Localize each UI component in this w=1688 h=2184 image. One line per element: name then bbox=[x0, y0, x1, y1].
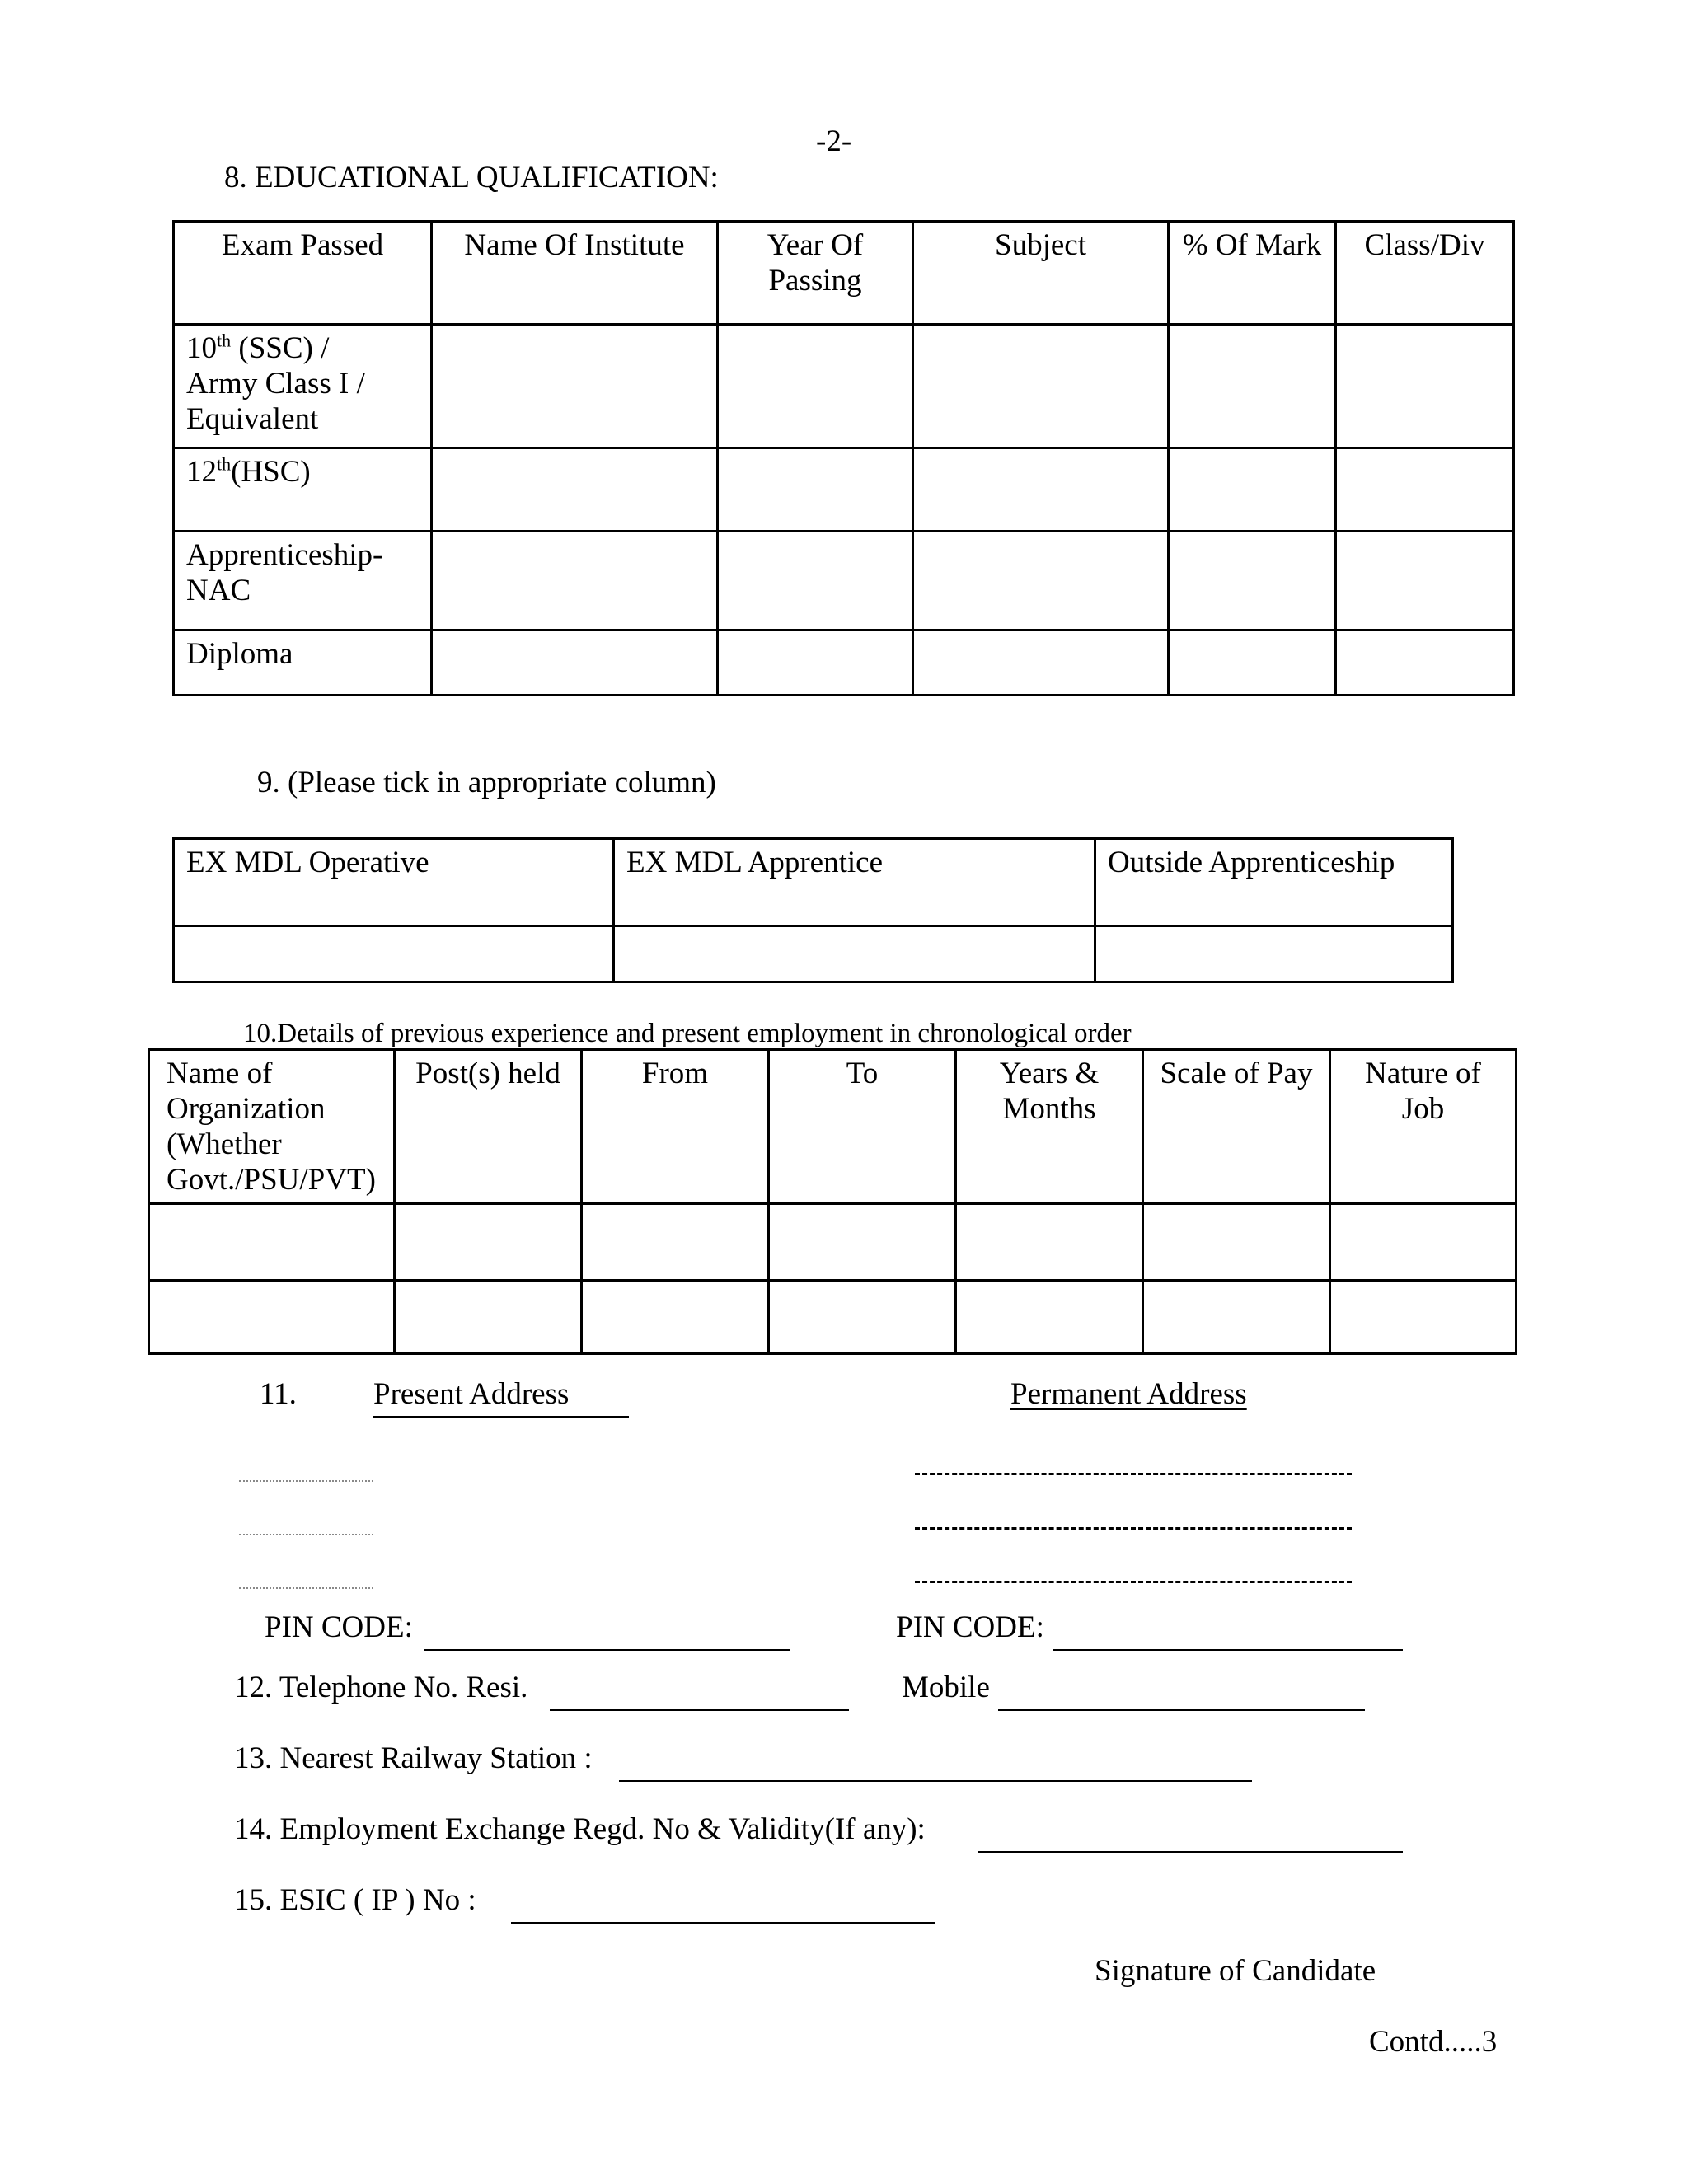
header-exam-passed: Exam Passed bbox=[174, 222, 432, 325]
row-label-apprenticeship: Apprenticeship- NAC bbox=[174, 532, 432, 630]
present-address-line-1[interactable] bbox=[239, 1480, 373, 1482]
header-ex-mdl-apprentice: EX MDL Apprentice bbox=[614, 839, 1095, 926]
input-cell[interactable] bbox=[395, 1204, 582, 1281]
input-cell[interactable] bbox=[1336, 630, 1514, 696]
input-cell[interactable] bbox=[956, 1281, 1143, 1354]
input-cell[interactable] bbox=[718, 630, 913, 696]
table-row bbox=[174, 448, 1514, 532]
telephone-field[interactable] bbox=[550, 1709, 849, 1711]
input-cell[interactable] bbox=[913, 325, 1169, 448]
header-to: To bbox=[769, 1050, 956, 1204]
input-cell[interactable] bbox=[956, 1204, 1143, 1281]
input-cell[interactable] bbox=[1336, 448, 1514, 532]
page-number: -2- bbox=[816, 124, 852, 158]
education-table bbox=[172, 220, 1515, 696]
input-cell[interactable] bbox=[1143, 1281, 1330, 1354]
permanent-address-line-2[interactable] bbox=[915, 1527, 1352, 1530]
section-10-title: 10.Details of previous experience and present employment in chronological order bbox=[243, 1019, 1132, 1048]
employment-exchange-label: 14. Employment Exchange Regd. No & Validity(If any): bbox=[234, 1812, 926, 1846]
mobile-label: Mobile bbox=[902, 1671, 990, 1704]
input-cell[interactable] bbox=[432, 325, 718, 448]
header-class-div: Class/Div bbox=[1336, 222, 1514, 325]
input-cell[interactable] bbox=[1169, 532, 1336, 630]
railway-station-field[interactable] bbox=[619, 1780, 1252, 1782]
permanent-address-line-1[interactable] bbox=[915, 1473, 1352, 1475]
telephone-label: 12. Telephone No. Resi. bbox=[234, 1671, 528, 1704]
table-row bbox=[174, 926, 1453, 982]
header-from: From bbox=[582, 1050, 769, 1204]
tick-cell[interactable] bbox=[614, 926, 1095, 982]
signature-of-candidate: Signature of Candidate bbox=[1095, 1954, 1376, 1988]
row-label-diploma: Diploma bbox=[174, 630, 432, 696]
pin-code-permanent-field[interactable] bbox=[1053, 1649, 1403, 1651]
continued-note: Contd.....3 bbox=[1369, 2025, 1498, 2059]
header-nature-of-job: Nature of Job bbox=[1330, 1050, 1517, 1204]
table-row bbox=[149, 1204, 1517, 1281]
table-row bbox=[149, 1281, 1517, 1354]
row-label-hsc: 12th(HSC) bbox=[174, 448, 432, 532]
input-cell[interactable] bbox=[718, 532, 913, 630]
input-cell[interactable] bbox=[582, 1281, 769, 1354]
input-cell[interactable] bbox=[1330, 1281, 1517, 1354]
row-label-ssc: 10th (SSC) / Army Class I / Equivalent bbox=[174, 325, 432, 448]
input-cell[interactable] bbox=[913, 448, 1169, 532]
pin-code-permanent-label: PIN CODE: bbox=[896, 1610, 1044, 1644]
experience-table bbox=[148, 1048, 1517, 1355]
input-cell[interactable] bbox=[149, 1281, 395, 1354]
input-cell[interactable] bbox=[149, 1204, 395, 1281]
input-cell[interactable] bbox=[913, 630, 1169, 696]
header-posts-held: Post(s) held bbox=[395, 1050, 582, 1204]
input-cell[interactable] bbox=[1169, 448, 1336, 532]
section-8-title: 8. EDUCATIONAL QUALIFICATION: bbox=[224, 161, 719, 194]
input-cell[interactable] bbox=[913, 532, 1169, 630]
header-years-months: Years & Months bbox=[956, 1050, 1143, 1204]
section-9-title: 9. (Please tick in appropriate column) bbox=[257, 766, 716, 799]
table-row bbox=[174, 630, 1514, 696]
input-cell[interactable] bbox=[395, 1281, 582, 1354]
header-percent-mark: % Of Mark bbox=[1169, 222, 1336, 325]
tick-table bbox=[172, 837, 1454, 983]
permanent-address-label: Permanent Address bbox=[1010, 1377, 1247, 1411]
header-organization: Name of Organization (Whether Govt./PSU/PVT) bbox=[149, 1050, 395, 1204]
header-outside-apprenticeship: Outside Apprenticeship bbox=[1095, 839, 1453, 926]
header-ex-mdl-operative: EX MDL Operative bbox=[174, 839, 614, 926]
input-cell[interactable] bbox=[1169, 630, 1336, 696]
table-row bbox=[174, 532, 1514, 630]
input-cell[interactable] bbox=[432, 448, 718, 532]
input-cell[interactable] bbox=[432, 532, 718, 630]
esic-field[interactable] bbox=[511, 1922, 935, 1924]
tick-cell[interactable] bbox=[1095, 926, 1453, 982]
present-address-line-2[interactable] bbox=[239, 1534, 373, 1535]
input-cell[interactable] bbox=[582, 1204, 769, 1281]
railway-station-label: 13. Nearest Railway Station : bbox=[234, 1741, 593, 1775]
tick-cell[interactable] bbox=[174, 926, 614, 982]
section-11-number: 11. bbox=[260, 1377, 297, 1411]
mobile-field[interactable] bbox=[998, 1709, 1365, 1711]
input-cell[interactable] bbox=[769, 1281, 956, 1354]
input-cell[interactable] bbox=[1143, 1204, 1330, 1281]
permanent-address-line-3[interactable] bbox=[915, 1581, 1352, 1583]
input-cell[interactable] bbox=[432, 630, 718, 696]
header-scale-of-pay: Scale of Pay bbox=[1143, 1050, 1330, 1204]
input-cell[interactable] bbox=[1330, 1204, 1517, 1281]
pin-code-present-field[interactable] bbox=[424, 1649, 790, 1651]
header-institute: Name Of Institute bbox=[432, 222, 718, 325]
input-cell[interactable] bbox=[1336, 325, 1514, 448]
input-cell[interactable] bbox=[1169, 325, 1336, 448]
esic-label: 15. ESIC ( IP ) No : bbox=[234, 1883, 476, 1917]
input-cell[interactable] bbox=[769, 1204, 956, 1281]
employment-exchange-field[interactable] bbox=[978, 1851, 1403, 1853]
header-year-of-passing: Year Of Passing bbox=[718, 222, 913, 325]
input-cell[interactable] bbox=[718, 448, 913, 532]
input-cell[interactable] bbox=[1336, 532, 1514, 630]
table-row bbox=[174, 325, 1514, 448]
pin-code-present-label: PIN CODE: bbox=[265, 1610, 413, 1644]
present-address-line-3[interactable] bbox=[239, 1587, 373, 1589]
present-address-label: Present Address bbox=[373, 1376, 629, 1418]
header-subject: Subject bbox=[913, 222, 1169, 325]
input-cell[interactable] bbox=[718, 325, 913, 448]
